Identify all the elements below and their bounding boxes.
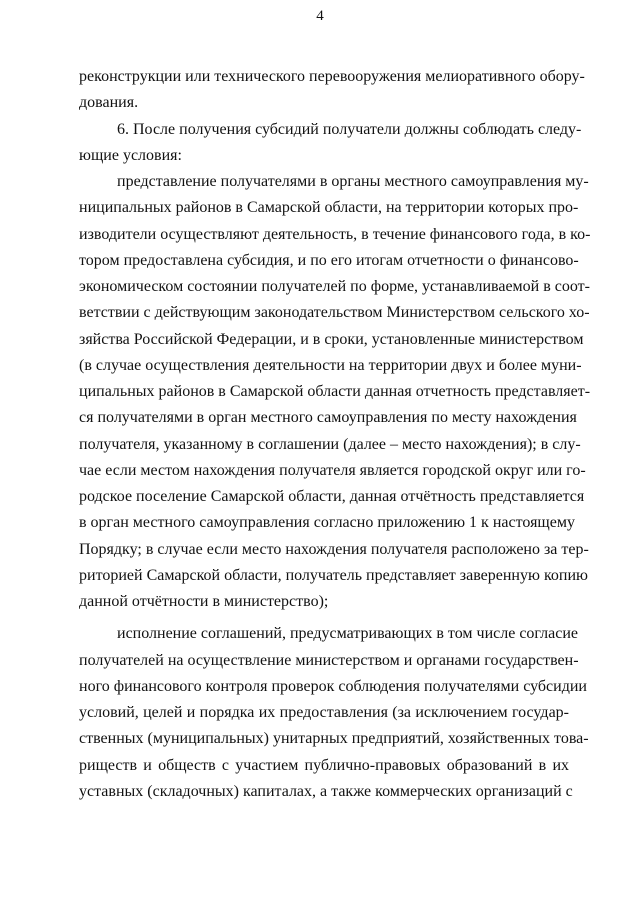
text-line: (в случае осуществления деятельности на территории двух и более муни-	[79, 356, 582, 374]
text-line: уставных (складочных) капиталах, а также коммерческих организаций с	[79, 782, 573, 800]
text-line: условий, целей и порядка их предоставления (за исключением государ-	[79, 704, 569, 721]
text-line: ственных (муниципальных) унитарных предприятий, хозяйственных това-	[79, 730, 589, 748]
text-line: получателей на осуществление министерством и органами государствен-	[79, 651, 579, 669]
text-line: ниципальных районов в Самарской области, на территории которых про-	[79, 199, 579, 217]
text-line: реконструкции или технического перевооружения мелиоративного обору-	[79, 68, 585, 85]
text-line: ся получателями в орган местного самоуправления по месту нахождения	[79, 409, 577, 427]
text-line: экономическом состоянии получателей по форме, устанавливаемой в соот-	[79, 278, 590, 295]
paragraph-start-line: исполнение соглашений, предусматривающих в том числе согласие	[117, 625, 579, 643]
text-line: данной отчётности в министерство);	[79, 593, 329, 610]
text-line: ющие условия:	[79, 146, 182, 164]
text-line: ного финансового контроля проверок соблюдения получателями субсидии	[79, 677, 587, 695]
text-line: Порядку; в случае если место нахождения получателя расположено за тер-	[79, 540, 589, 558]
text-line: ципальных районов в Самарской области данная отчетность представляет-	[79, 383, 591, 400]
text-line: чае если местом нахождения получателя является городской округ или го-	[79, 461, 586, 479]
text-line: получателя, указанному в соглашении (далее – место нахождения); в слу-	[79, 435, 581, 453]
page-number: 4	[316, 8, 324, 24]
text-line: ветствии с действующим законодательством Министерством сельского хо-	[79, 304, 590, 322]
body-text	[79, 64, 591, 805]
paragraph-start-line: 6. После получения субсидий получатели должны соблюдать следу-	[117, 120, 582, 138]
text-line: риществ и обществ с участием публично-правовых образований в их	[79, 756, 569, 774]
text-line: дования.	[79, 94, 139, 112]
text-line: изводители осуществляют деятельность, в течение финансового года, в ко-	[79, 225, 591, 243]
text-line: в орган местного самоуправления согласно приложению 1 к настоящему	[79, 514, 575, 532]
text-line: родское поселение Самарской области, данная отчётность представляется	[79, 488, 585, 505]
text-line: тором предоставлена субсидия, и по его итогам отчетности о финансово-	[79, 251, 579, 269]
text-line: риторией Самарской области, получатель представляет заверенную копию	[79, 566, 588, 584]
paragraph-start-line: представление получателями в органы местного самоуправления му-	[117, 173, 589, 190]
text-line: зяйства Российской Федерации, и в сроки, установленные министерством	[79, 330, 584, 348]
